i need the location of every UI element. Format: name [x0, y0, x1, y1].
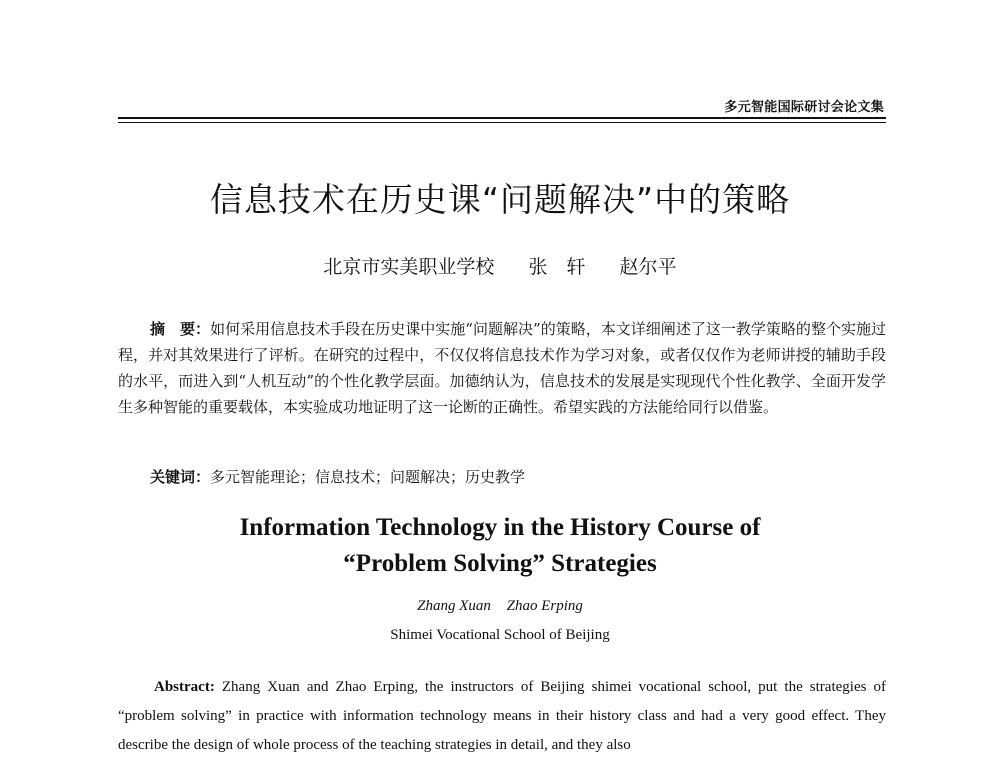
author-name-1-chinese: 张 轩 — [528, 256, 586, 278]
author-affiliation-chinese: 北京市实美职业学校 — [323, 256, 495, 278]
abstract-label-chinese: 摘 要： — [150, 320, 211, 338]
header-rule-thick — [118, 117, 886, 119]
author-name-1-english: Zhang Xuan — [417, 598, 491, 614]
author-affiliation-english: Shimei Vocational School of Beijing — [390, 627, 610, 643]
paper-title-chinese: 信息技术在历史课“问题解决”中的策略 — [209, 180, 791, 219]
running-head-title: 多元智能国际研讨会论文集 — [724, 100, 884, 115]
paper-title-english-line-1: Information Technology in the History Course of — [239, 514, 761, 541]
abstract-text-english: Zhang Xuan and Zhao Erping, the instructors of Beijing shimei vocational school, put the strategies of “problem solving” in practice with information technology means in their history class and had a very good effect. They describe the design of whole process of the teaching strategies in detail, and they also — [118, 679, 886, 753]
keywords-chinese — [150, 466, 525, 487]
header-rule-thin — [118, 122, 886, 123]
abstract-label-english: Abstract: — [154, 679, 215, 695]
author-line-english — [0, 598, 1000, 615]
paper-title-english-line-2: “Problem Solving” Strategies — [343, 550, 657, 577]
keywords-text-chinese: 多元智能理论；信息技术；问题解决；历史教学 — [210, 468, 526, 486]
keywords-label-chinese: 关键词： — [150, 468, 211, 486]
abstract-english — [118, 673, 886, 760]
author-name-2-english: Zhao Erping — [506, 598, 583, 614]
author-line-chinese — [0, 252, 1000, 279]
abstract-chinese — [118, 316, 886, 420]
author-name-2-chinese: 赵尔平 — [619, 256, 677, 278]
abstract-text-chinese: 如何采用信息技术手段在历史课中实施“问题解决”的策略，本文详细阐述了这一教学策略的整个实施过程，并对其效果进行了评析。在研究的过程中，不仅仅将信息技术作为学习对象，或者仅仅作为老师讲授的辅助手段的水平，而进入到“人机互动”的个性化教学层面。加德纳认为，信息技术的发展是实现现代个性化教学、全面开发学生多种智能的重要载体，本实验成功地证明了这一论断的正确性。希望实践的方法能给同行以借鉴。 — [118, 320, 886, 416]
paper-title-english — [0, 510, 1000, 582]
